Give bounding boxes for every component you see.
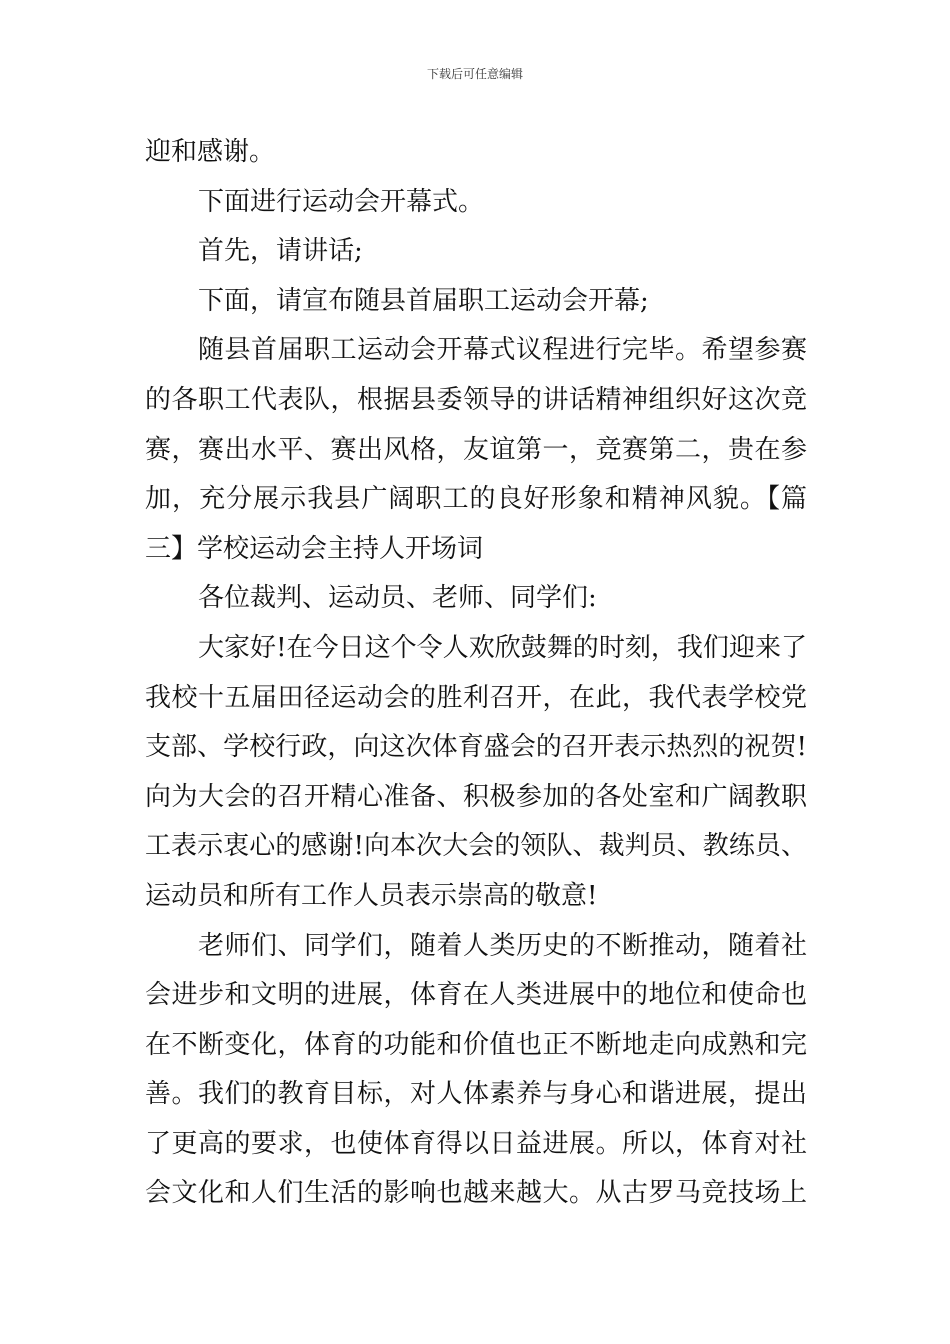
text-line: 首先，请讲话; [198,236,363,267]
text-line: 迎和感谢。 [145,137,276,167]
text-line: 工表示衷心的感谢!向本次大会的领队、裁判员、教练员、 [145,831,807,862]
text-line: 支部、学校行政，向这次体育盛会的召开表示热烈的祝贺! [145,732,807,763]
document-body [145,128,807,1219]
text-line: 了更高的要求，也使体育得以日益进展。所以，体育对社 [145,1128,807,1159]
text-line: 善。我们的教育目标，对人体素养与身心和谐进展，提出 [145,1079,807,1110]
text-line: 随县首届职工运动会开幕式议程进行完毕。希望参赛 [198,335,807,366]
page-header: 下载后可任意编辑 [426,67,523,81]
text-line: 会文化和人们生活的影响也越来越大。从古罗马竞技场上 [145,1178,807,1209]
text-line: 下面，请宣布随县首届职工运动会开幕; [198,285,649,316]
text-line: 下面进行运动会开幕式。 [198,186,485,217]
text-line: 我校十五届田径运动会的胜利召开，在此，我代表学校党 [145,682,807,713]
text-line: 向为大会的召开精心准备、积极参加的各处室和广阔教职 [145,781,807,812]
text-line: 大家好!在今日这个令人欢欣鼓舞的时刻，我们迎来了 [198,632,807,663]
text-line: 在不断变化，体育的功能和价值也正不断地走向成熟和完 [145,1029,807,1060]
text-line: 加，充分展示我县广阔职工的良好形象和精神风貌。【篇 [145,484,807,515]
text-line: 赛，赛出水平、赛出风格，友谊第一，竞赛第二，贵在参 [145,434,807,465]
text-line: 各位裁判、运动员、老师、同学们: [198,583,597,614]
text-line: 老师们、同学们，随着人类历史的不断推动，随着社 [198,930,807,961]
text-line: 三】学校运动会主持人开场词 [145,533,484,564]
text-line: 运动员和所有工作人员表示崇高的敬意! [145,880,598,911]
text-line: 的各职工代表队，根据县委领导的讲话精神组织好这次竞 [145,384,807,415]
text-line: 会进步和文明的进展，体育在人类进展中的地位和使命也 [145,980,807,1011]
